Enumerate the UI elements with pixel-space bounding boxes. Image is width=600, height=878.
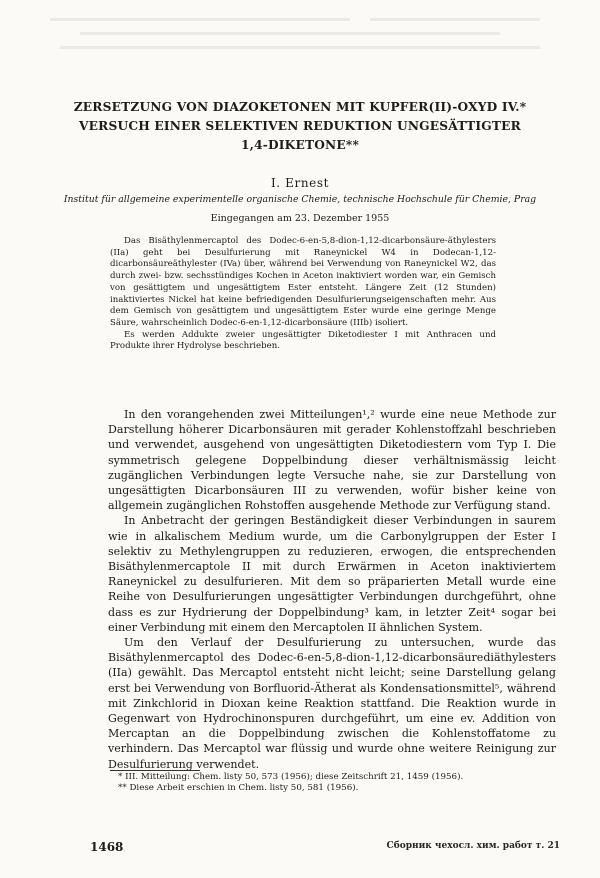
page-number: 1468 [90, 840, 124, 854]
abstract-paragraph-2: Es werden Addukte zweier ungesättigter Diketodiester I mit Anthracen und Produkte ihrer Hydrolyse beschrieben. [110, 329, 496, 352]
abstract [110, 236, 496, 353]
article-title [70, 98, 530, 155]
body-text [108, 407, 556, 772]
received-date: Eingegangen am 23. Dezember 1955 [210, 213, 390, 224]
footnote-2: ** Diese Arbeit erschien in Chem. listy 50, 581 (1956). [118, 783, 359, 794]
footnote-1: * III. Mitteilung: Chem. listy 50, 573 (1956); diese Zeitschrift 21, 1459 (1956). [118, 772, 464, 782]
footnotes [118, 772, 548, 795]
body-paragraph-3: Um den Verlauf der Desulfurierung zu untersuchen, wurde das Bisäthylenmercaptol des Dodec-6-en-5,8-dion-1,12-dicarbonsäurediäthylesters (IIa) gewählt. Das Mercaptol entsteht nicht leicht; seine Darstellung gelang erst bei Verwendung von Borfluorid-Ätherat als Kondensationsmittel⁵, während mit Zinkchlorid in Dioxan keine Reaktion stattfand. Die Reaktion wurde in Gegenwart von Hydrochinonspuren durchgeführt, um eine ev. Addition von Mercaptan an die Doppelbindung zwischen die Kohlenstoffatome zu verhindern. Das Mercaptol war flüssig und wurde ohne weitere Reinigung zur Desulfurierung verwendet. [108, 636, 556, 771]
title-line-2: VERSUCH EINER SELEKTIVEN REDUKTION UNGESÄTTIGTER [79, 119, 521, 133]
author-name: I. Ernest [270, 176, 330, 190]
journal-running-footer: Сборник чехосл. хим. работ т. 21 [386, 841, 560, 851]
title-line-3: 1,4-DIKETONE** [240, 138, 360, 152]
title-line-1: ZERSETZUNG VON DIAZOKETONEN MIT KUPFER(II)-OXYD IV.* [73, 100, 527, 114]
footnote-divider [110, 770, 200, 771]
abstract-paragraph-1: Das Bisäthylenmercaptol des Dodec-6-en-5,8-dion-1,12-dicarbonsäure-äthylesters (IIa) geht bei Desulfurierung mit Raneynickel W4 in Dodecan-1,12-dicarbonsäureäthylester (IVa) über, während bei Verwendung von Raneynickel W2, das durch zwei- bzw. sechsstündiges Kochen in Aceton inaktiviert worden war, ein Gemisch von gesättigtem und ungesättigtem Ester entsteht. Längere Zeit (12 Stunden) inaktiviertes Nickel hat keine befriedigenden Desulfurierungseigenschaften mehr. Aus dem Gemisch von gesättigtem und ungesättigtem Ester wurde eine geringe Menge Säure, wahrscheinlich Dodec-6-en-1,12-dicarbonsäure (IIIb) isoliert. [110, 236, 496, 328]
body-paragraph-1: In den vorangehenden zwei Mitteilungen¹,² wurde eine neue Methode zur Darstellung höherer Dicarbonsäuren mit gerader Kohlenstoffzahl beschrieben und verwendet, ausgehend von ungesättigten Diketodiestern vom Typ I. Die symmetrisch gelegene Doppelbindung dieser verhältnismässig leicht zugänglichen Verbindungen legte Versuche nahe, sie zur Darstellung von ungesättigten Dicarbonsäuren III zu verwenden, wofür bisher keine von allgemein zugänglichen Rohstoffen ausgehende Methode zur Verfügung stand. [108, 408, 556, 513]
institute-affiliation: Institut für allgemeine experimentelle organische Chemie, technische Hochschule für Chemie, Prag [63, 194, 537, 205]
body-paragraph-2: In Anbetracht der geringen Beständigkeit dieser Verbindungen in saurem wie in alkalischem Medium wurde, um die Carbonylgruppen der Ester I selektiv zu Methylengruppen zu reduzieren, erwogen, die entsprechenden Bisäthylenmercaptole II mit durch Erwärmen in Aceton inaktiviertem Raneynickel zu desulfurieren. Mit dem so präparierten Metall wurde eine Reihe von Desulfurierungen ungesättigter Verbindungen durchgeführt, ohne dass es zur Hydrierung der Doppelbindung³ kam, in letzter Zeit⁴ sogar bei einer Verbindung mit einem den Mercaptolen II ähnlichen System. [108, 514, 556, 634]
bleed-through-text [40, 10, 560, 70]
